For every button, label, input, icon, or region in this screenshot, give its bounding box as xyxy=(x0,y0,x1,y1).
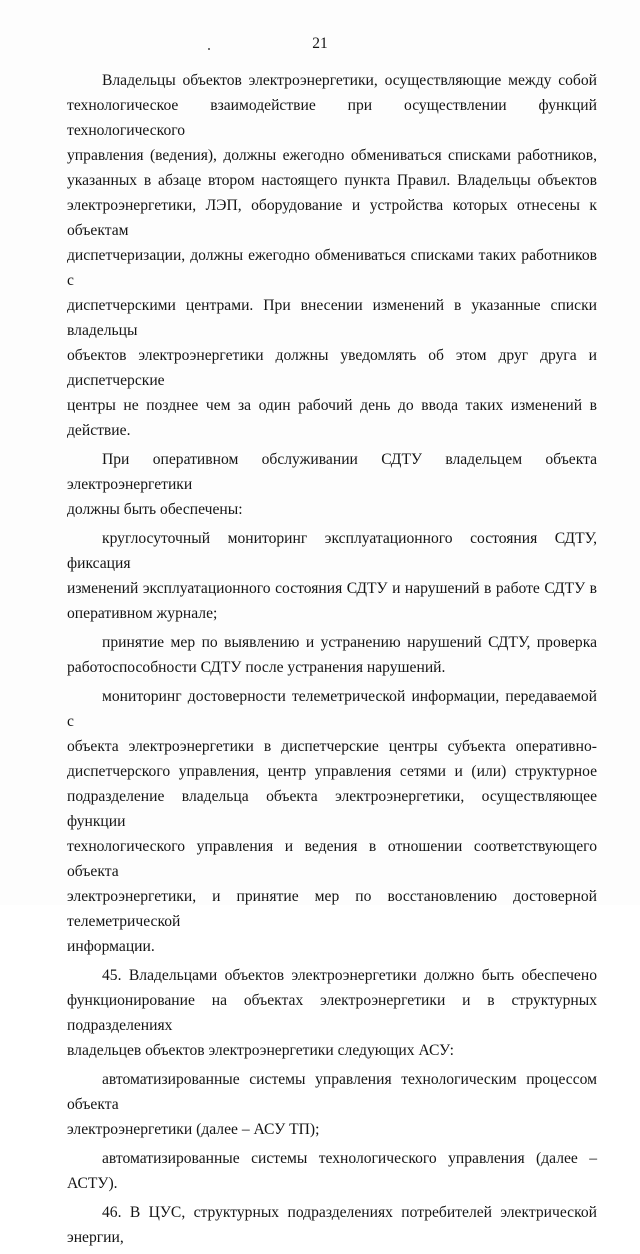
text-line: мониторинг достоверности телеметрической информации, передаваемой с xyxy=(67,688,597,730)
text-line: должны быть обеспечены: xyxy=(67,501,243,518)
text-line: функционирование на объектах электроэнергетики и в структурных подразделениях xyxy=(67,992,597,1034)
text-line: технологическое взаимодействие при осуществлении функций технологического xyxy=(67,97,597,139)
text-line: круглосуточный мониторинг эксплуатационного состояния СДТУ, фиксация xyxy=(67,530,597,572)
paragraph xyxy=(67,1146,597,1196)
text-line: 46. В ЦУС, структурных подразделениях потребителей электрической энергии, xyxy=(67,1204,597,1246)
paragraph xyxy=(67,630,597,680)
text-line: автоматизированные системы управления технологическим процессом объекта xyxy=(67,1071,597,1113)
text-line: Владельцы объектов электроэнергетики, осуществляющие между собой xyxy=(102,72,597,89)
text-line: объектов электроэнергетики должны уведомлять об этом друг друга и диспетчерские xyxy=(67,347,597,389)
text-line: работоспособности СДТУ после устранения нарушений. xyxy=(67,659,446,676)
text-line: информации. xyxy=(67,938,155,955)
text-line: 45. Владельцами объектов электроэнергетики должно быть обеспечено xyxy=(102,967,597,984)
scan-speck xyxy=(208,48,210,50)
paragraph xyxy=(67,447,597,522)
text-line: подразделение владельца объекта электроэнергетики, осуществляющее функции xyxy=(67,788,597,830)
text-line: электроэнергетики, и принятие мер по восстановлению достоверной телеметрической xyxy=(67,888,597,930)
paragraph xyxy=(67,526,597,626)
text-line: управления (ведения), должны ежегодно обмениваться списками работников, xyxy=(67,147,597,164)
text-line: оперативном журнале; xyxy=(67,605,218,622)
text-line: диспетчерскими центрами. При внесении изменений в указанные списки владельцы xyxy=(67,297,597,339)
text-line: принятие мер по выявлению и устранению нарушений СДТУ, проверка xyxy=(102,634,597,651)
text-line: технологического управления и ведения в отношении соответствующего объекта xyxy=(67,838,597,880)
paragraph xyxy=(67,1200,597,1250)
text-line: диспетчерского управления, центр управления сетями и (или) структурное xyxy=(67,763,597,780)
document-body xyxy=(67,68,597,1254)
text-line: электроэнергетики, ЛЭП, оборудование и устройства которых отнесены к объектам xyxy=(67,197,597,239)
text-line: владельцев объектов электроэнергетики следующих АСУ: xyxy=(67,1042,454,1059)
text-line: изменений эксплуатационного состояния СДТУ и нарушений в работе СДТУ в xyxy=(67,580,597,597)
paragraph xyxy=(67,1067,597,1142)
text-line: автоматизированные системы технологического управления (далее – АСТУ). xyxy=(67,1150,597,1192)
text-line: диспетчеризации, должны ежегодно обмениваться списками таких работников с xyxy=(67,247,597,289)
paragraph xyxy=(67,684,597,959)
page-number: 21 xyxy=(312,35,328,52)
text-line: центры не позднее чем за один рабочий день до ввода таких изменений в действие. xyxy=(67,397,597,439)
paragraph xyxy=(67,68,597,443)
text-line: электроэнергетики (далее – АСУ ТП); xyxy=(67,1121,320,1138)
text-line: При оперативном обслуживании СДТУ владельцем объекта электроэнергетики xyxy=(67,451,597,493)
text-line: объекта электроэнергетики в диспетчерские центры субъекта оперативно- xyxy=(67,738,597,755)
paragraph xyxy=(67,963,597,1063)
text-line: указанных в абзаце втором настоящего пункта Правил. Владельцы объектов xyxy=(67,172,597,189)
